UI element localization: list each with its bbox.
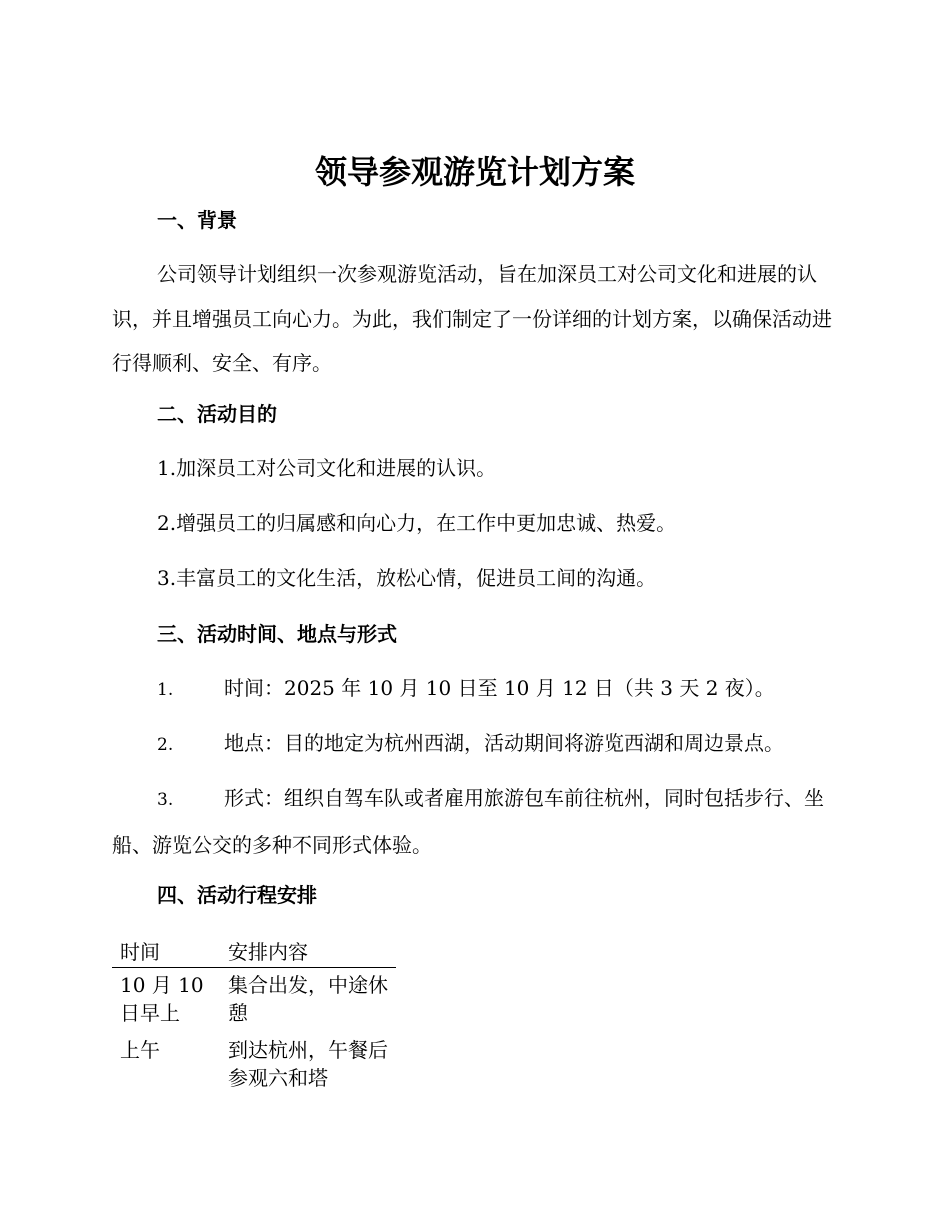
time-place-item-1	[112, 666, 834, 713]
list-number: 3.	[157, 790, 174, 810]
table-cell-time: 上午	[120, 1038, 160, 1062]
section-heading-purpose: 二、活动目的	[157, 402, 277, 426]
list-number: 1.	[157, 680, 174, 700]
section-heading-time-place: 三、活动时间、地点与形式	[157, 622, 397, 646]
table-cell-time: 10 月 10 日早上	[120, 973, 204, 1025]
section-heading-background: 一、背景	[157, 208, 237, 232]
table-row	[112, 968, 396, 1034]
background-paragraph: 公司领导计划组织一次参观游览活动，旨在加深员工对公司文化和进展的认识，并且增强员工向心力。为此，我们制定了一份详细的计划方案，以确保活动进行得顺利、安全、有序。	[112, 262, 832, 375]
table-header-row	[112, 938, 396, 968]
list-number: 2.	[157, 735, 174, 755]
list-text: 时间：2025 年 10 月 10 日至 10 月 12 日（共 3 天 2 夜）。	[224, 676, 775, 700]
column-header-content: 安排内容	[220, 938, 396, 968]
table-cell-content: 集合出发，中途休憩	[228, 973, 388, 1025]
purpose-item-3: 3.丰富员工的文化生活，放松心情，促进员工间的沟通。	[157, 566, 657, 590]
column-header-time: 时间	[112, 938, 220, 968]
time-place-item-2	[112, 721, 834, 768]
time-place-item-3	[112, 776, 834, 867]
schedule-table	[112, 938, 396, 1098]
purpose-item-1: 1.加深员工对公司文化和进展的认识。	[157, 456, 497, 480]
table-row	[112, 1033, 396, 1098]
table-cell-content: 到达杭州，午餐后参观六和塔	[228, 1038, 388, 1090]
list-text: 地点：目的地定为杭州西湖，活动期间将游览西湖和周边景点。	[224, 731, 784, 755]
list-text: 形式：组织自驾车队或者雇用旅游包车前往杭州，同时包括步行、坐船、游览公交的多种不同形式体验。	[112, 786, 824, 857]
purpose-item-2: 2.增强员工的归属感和向心力，在工作中更加忠诚、热爱。	[157, 511, 677, 535]
section-heading-schedule: 四、活动行程安排	[157, 883, 317, 907]
document-title: 领导参观游览计划方案	[314, 153, 635, 191]
